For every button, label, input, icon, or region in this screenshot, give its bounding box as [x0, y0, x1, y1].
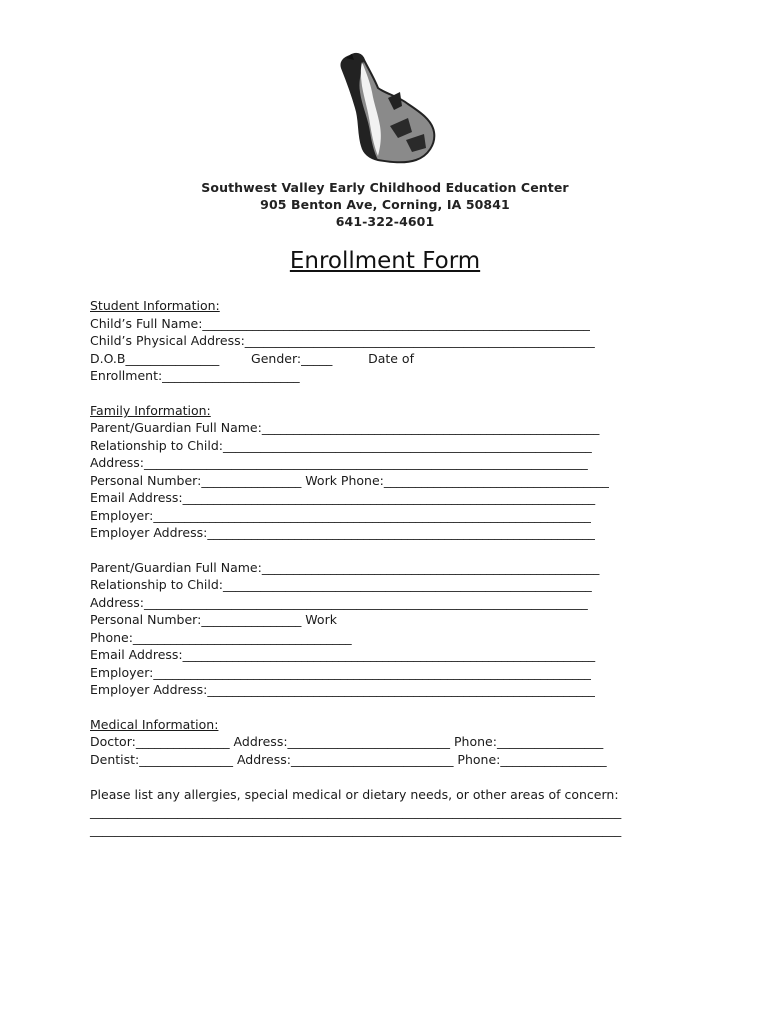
medical-info-heading: Medical Information:	[90, 717, 219, 732]
child-full-name-field[interactable]: Child’s Full Name:______________________________________________________________	[90, 316, 590, 331]
dentist-field[interactable]: Dentist:_______________ Address:__________________________ Phone:_________________	[90, 752, 607, 767]
guardian2-email-field[interactable]: Email Address:__________________________________________________________________	[90, 647, 596, 662]
guardian1-address-field[interactable]: Address:_______________________________________________________________________	[90, 455, 588, 470]
guardian2-name-field[interactable]: Parent/Guardian Full Name:______________________________________________________	[90, 560, 600, 575]
guardian2-employer-address-field[interactable]: Employer Address:______________________________________________________________	[90, 682, 595, 697]
guardian2-employer-field[interactable]: Employer:______________________________________________________________________	[90, 665, 591, 680]
doctor-field[interactable]: Doctor:_______________ Address:__________________________ Phone:_________________	[90, 734, 604, 749]
center-address: 905 Benton Ave, Corning, IA 50841	[260, 197, 510, 212]
guardian1-name-field[interactable]: Parent/Guardian Full Name:______________________________________________________	[90, 420, 600, 435]
child-physical-address-field[interactable]: Child’s Physical Address:________________________________________________________	[90, 333, 595, 348]
guardian1-phones-field[interactable]: Personal Number:________________ Work Phone:____________________________________	[90, 473, 609, 488]
concerns-prompt: Please list any allergies, special medical or dietary needs, or other areas of concern:	[90, 787, 619, 802]
guardian1-employer-address-field[interactable]: Employer Address:______________________________________________________________	[90, 525, 595, 540]
guardian1-employer-field[interactable]: Employer:______________________________________________________________________	[90, 508, 591, 523]
guardian2-address-field[interactable]: Address:_______________________________________________________________________	[90, 595, 588, 610]
page-title: Enrollment Form	[289, 248, 481, 274]
dob-gender-field[interactable]: D.O.B_______________ Gender:_____ Date of	[90, 351, 414, 366]
guardian1-email-field[interactable]: Email Address:__________________________________________________________________	[90, 490, 596, 505]
enrollment-date-field[interactable]: Enrollment:______________________	[90, 368, 300, 383]
guardian1-relationship-field[interactable]: Relationship to Child:___________________________________________________________	[90, 438, 592, 453]
center-name: Southwest Valley Early Childhood Education Center	[201, 180, 569, 195]
center-phone: 641-322-4601	[335, 214, 435, 229]
concerns-line-2[interactable]: _____________________________________________________________________________________	[90, 822, 622, 837]
wolf-logo	[328, 48, 438, 166]
guardian2-relationship-field[interactable]: Relationship to Child:___________________________________________________________	[90, 577, 592, 592]
student-info-heading: Student Information:	[90, 298, 220, 313]
concerns-line-1[interactable]: _____________________________________________________________________________________	[90, 804, 622, 819]
guardian2-work-phone-field[interactable]: Phone:___________________________________	[90, 630, 352, 645]
family-info-heading: Family Information:	[90, 403, 211, 418]
guardian2-personal-number-field[interactable]: Personal Number:________________ Work	[90, 612, 337, 627]
